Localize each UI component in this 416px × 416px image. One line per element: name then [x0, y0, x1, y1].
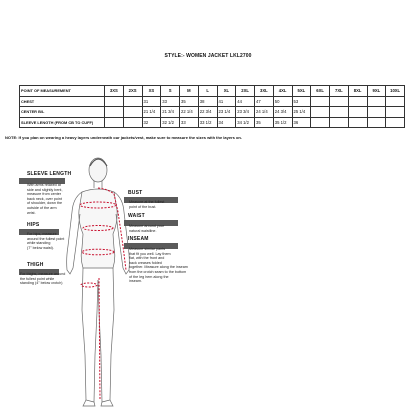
size-chart-table [19, 85, 405, 128]
hips-description-line: around the fullest point [27, 236, 65, 241]
sleeve-length-description [27, 183, 62, 215]
measurement-cell: 23 1/4 [217, 107, 236, 118]
size-header-s: S [161, 86, 180, 97]
measurement-row [20, 96, 405, 107]
measurement-cell: 34 1/2 [236, 117, 255, 128]
size-header-xs: XS [142, 86, 161, 97]
inseam-description-line: from the crotch seam to the bottom [129, 269, 187, 274]
waist-description [129, 224, 164, 233]
size-header-2xl: 2XL [236, 86, 255, 97]
inseam-heading: INSEAM [128, 236, 149, 242]
measurement-cell: 41 [217, 96, 236, 107]
sleeve-description-line: wrist. [27, 210, 36, 215]
measurement-cell [123, 107, 142, 118]
inseam-description [129, 247, 188, 284]
inseam-line [99, 278, 100, 400]
size-header-xl: XL [217, 86, 236, 97]
inseam-description-line: inseam. [129, 279, 142, 284]
sleeve-description-line: outside of the arm [27, 205, 57, 210]
measurement-cell: 38 [198, 96, 217, 107]
inseam-description-line: together. Measure along the inseam [129, 265, 188, 270]
measurement-cell [367, 107, 386, 118]
measurement-cell [311, 107, 330, 118]
measurement-cell: 47 [255, 96, 274, 107]
measurement-cell [105, 96, 124, 107]
inseam-description-line: of the leg hem along the [129, 274, 169, 279]
hips-heading: HIPS [27, 222, 40, 228]
thigh-description-line: the fullest point while [20, 276, 55, 281]
measurement-cell: 35 1/2 [273, 117, 292, 128]
measurement-cell [123, 117, 142, 128]
sleeve-description-line: back neck, over point [27, 196, 62, 201]
measurement-cell: 32 1/2 [161, 117, 180, 128]
measurement-cell: 21 3/4 [161, 107, 180, 118]
bust-heading: BUST [128, 190, 143, 196]
sleeve-description-line: of shoulder, down the [27, 201, 63, 206]
layering-note: NOTE: If you plan on wearing a heavy layers underneath our jackets/vest, make sure to measure the sizes with the layers on. [5, 135, 242, 140]
measurement-row [20, 107, 405, 118]
inseam-description-line: that fit you well. Lay them [129, 251, 171, 256]
measurement-cell [311, 96, 330, 107]
measurement-cell: 33 1/2 [198, 117, 217, 128]
sleeve-description-line: With arms relaxed at [27, 183, 61, 187]
measurement-cell: 31 [142, 96, 161, 107]
hips-description-line: (7" below waist). [27, 245, 54, 250]
measurement-cell [386, 117, 405, 128]
measurement-cell: 53 [292, 96, 311, 107]
measurement-cell: 25 1/4 [292, 107, 311, 118]
size-header-7xl: 7XL [330, 86, 349, 97]
measurement-cell: 22 1/4 [180, 107, 199, 118]
inseam-description-line: flat, with the front and [129, 256, 165, 261]
measurement-cell: 44 [236, 96, 255, 107]
thigh-description [20, 272, 65, 286]
measurement-cell: 24 1/4 [255, 107, 274, 118]
bust-description [129, 200, 164, 209]
measurement-cell [367, 96, 386, 107]
thigh-line [81, 283, 97, 287]
measurement-cell: 50 [273, 96, 292, 107]
measurement-cell [105, 117, 124, 128]
thigh-heading: THIGH [27, 262, 44, 268]
measurement-cell: 24 3/4 [273, 107, 292, 118]
bust-description-line: Measure at the fullest [129, 200, 165, 204]
measurement-cell: 32 [142, 117, 161, 128]
size-chart-body [20, 86, 405, 128]
hips-description-line: while standing [27, 241, 51, 246]
measurement-cell: 34 [217, 117, 236, 128]
row-label: SLEEVE LENGTH (FROM CB TO CUFF) [20, 117, 105, 128]
bust-description-line: point of the bust. [129, 204, 157, 209]
waist-description-line: natural waistline. [129, 228, 157, 233]
size-header-2xs: 2XS [123, 86, 142, 97]
measurement-cell [311, 117, 330, 128]
size-header-m: M [180, 86, 199, 97]
measurement-cell: 21 1/4 [142, 107, 161, 118]
measurement-cell [348, 117, 367, 128]
hips-description [27, 232, 64, 250]
measurement-cell [348, 96, 367, 107]
measurement-cell [105, 107, 124, 118]
inseam-description-line: back creases folded [129, 260, 162, 265]
measurement-cell [367, 117, 386, 128]
style-title: STYLE:- WOMEN JACKET LKL2700 [164, 53, 252, 59]
measurement-cell: 33 [180, 117, 199, 128]
hips-description-line: For hips, measure [27, 232, 57, 236]
size-header-5xl: 5XL [292, 86, 311, 97]
measurement-cell [386, 96, 405, 107]
measurement-cell [330, 96, 349, 107]
row-label: CENTER B/L [20, 107, 105, 118]
size-header-3xs: 3XS [105, 86, 124, 97]
size-header-row [20, 86, 405, 97]
measurement-cell: 35 [255, 117, 274, 128]
header-label-cell: POINT OF MEASUREMENT [20, 86, 105, 97]
size-header-8xl: 8XL [348, 86, 367, 97]
sleeve-length-heading: SLEEVE LENGTH [27, 171, 72, 177]
size-header-10xl: 10XL [386, 86, 405, 97]
measurement-cell [348, 107, 367, 118]
size-header-9xl: 9XL [367, 86, 386, 97]
thigh-description-line: For thighs, measure around [20, 272, 66, 276]
inseam-description-line: Measure similar pants [129, 247, 166, 251]
waist-heading: WAIST [128, 213, 145, 219]
measurement-cell: 33 [161, 96, 180, 107]
measurement-cell [123, 96, 142, 107]
size-header-3xl: 3XL [255, 86, 274, 97]
measurement-cell: 35 [180, 96, 199, 107]
measurement-row [20, 117, 405, 128]
figure-outline [67, 158, 130, 406]
size-header-6xl: 6XL [311, 86, 330, 97]
measurement-cell: 36 [292, 117, 311, 128]
size-header-4xl: 4XL [273, 86, 292, 97]
measurement-cell [386, 107, 405, 118]
sleeve-description-line: side and slightly bent, [27, 187, 63, 192]
row-label: CHEST [20, 96, 105, 107]
size-header-l: L [198, 86, 217, 97]
thigh-description-line: standing (4" below crotch) [20, 281, 63, 286]
measurement-cell: 23 3/4 [236, 107, 255, 118]
measurement-cell: 22 3/4 [198, 107, 217, 118]
waist-description-line: Measure around your [129, 224, 165, 228]
measurement-cell [330, 107, 349, 118]
measurement-cell [330, 117, 349, 128]
sleeve-description-line: measure from center [27, 192, 62, 197]
